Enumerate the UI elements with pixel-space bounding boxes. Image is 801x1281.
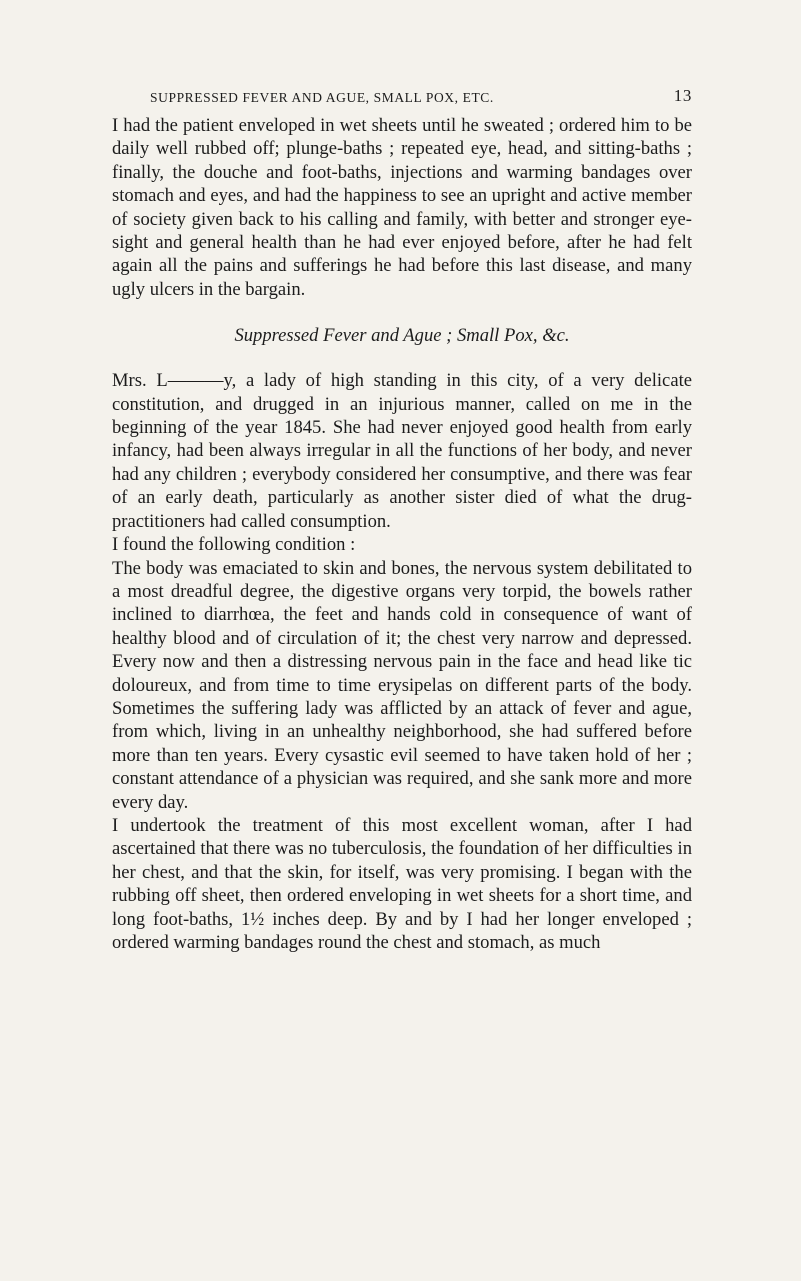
paragraph: The body was emaciated to skin and bones, the nervous system debilitated to a most dreadful degree, the digestive organs very torpid, the bowels rather inclined to diarrhœa, the feet and hands cold in consequence of want of healthy blood and of circulation of it; the chest very narrow and depressed. Every now and then a distressing nervous pain in the face and head like tic doloureux, and from time to time erysipelas on different parts of the body. Sometimes the suffering lady was afflicted by an attack of fever and ague, from which, living in an unhealthy neighborhood, she had suffered before more than ten years. Every cysastic evil seemed to have taken hold of her ; constant attendance of a physician was required, and she sank more and more every day. bbox=[112, 557, 692, 813]
section-heading: Suppressed Fever and Ague ; Small Pox, &c. bbox=[234, 325, 570, 347]
page-number: 13 bbox=[673, 86, 692, 105]
paragraph: I undertook the treatment of this most excellent woman, after I had ascertained that there was no tuberculosis, the foundation of her difficulties in her chest, and that the skin, for itself, was very promising. I began with the rubbing off sheet, then ordered enveloping in wet sheets for a short time, and long foot-baths, 1½ inches deep. By and by I had her longer enveloped ; ordered warming bandages round the chest and stomach, as much bbox=[112, 814, 692, 953]
running-head bbox=[112, 86, 692, 110]
running-head-title: SUPPRESSED FEVER AND AGUE, SMALL POX, ETC. bbox=[150, 90, 494, 105]
paragraph: I found the following condition : bbox=[112, 534, 356, 556]
paragraph: I had the patient enveloped in wet sheets until he sweated ; ordered him to be daily well rubbed off; plunge-baths ; repeated eye, head, and sitting-baths ; finally, the douche and foot-baths, injections and warming bandages over stomach and eyes, and had the happiness to see an upright and active member of society given back to his calling and family, with better and stronger eye-sight and general health than he had ever enjoyed before, after he had felt again all the pains and sufferings he had before this last disease, and many ugly ulcers in the bargain. bbox=[112, 115, 692, 300]
book-page bbox=[112, 86, 692, 954]
paragraph: Mrs. L———y, a lady of high standing in this city, of a very delicate constitution, and drugged in an injurious manner, called on me in the beginning of the year 1845. She had never enjoyed good health from early infancy, had been always irregular in all the functions of her body, and never had any children ; everybody considered her consumptive, and there was fear of an early death, particularly as another sister died of what the drug-practitioners had called consumption. bbox=[112, 370, 692, 532]
